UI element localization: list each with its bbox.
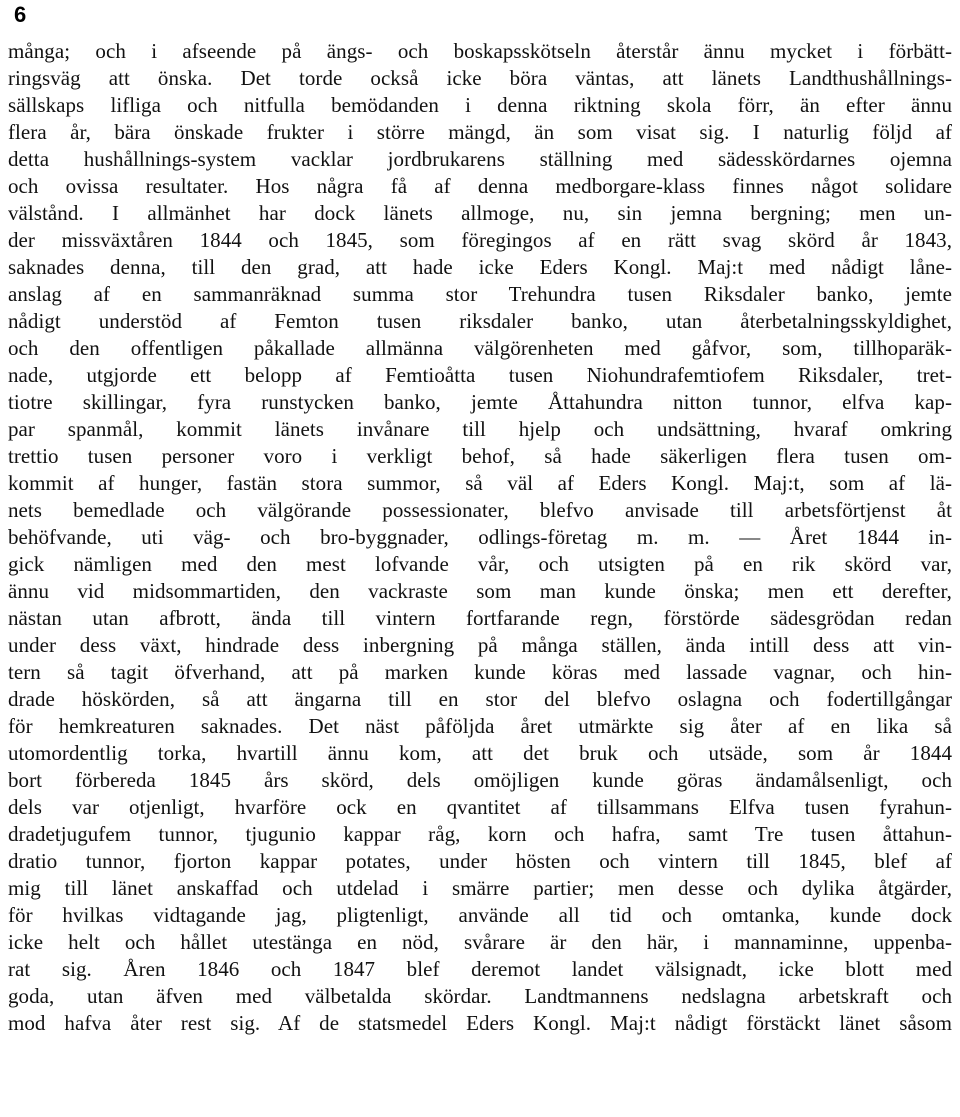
text-line: der missväxtåren 1844 och 1845, som föregingos af en rätt svag skörd år 1843, bbox=[8, 228, 952, 252]
text-line: mig till länet anskaffad och utdelad i smärre partier; men desse och dylika åtgärder, bbox=[8, 876, 952, 900]
text-line: anslag af en sammanräknad summa stor Trehundra tusen Riksdaler banko, jemte bbox=[8, 282, 952, 306]
text-line: tern så tagit öfverhand, att på marken kunde köras med lassade vagnar, och hin- bbox=[8, 660, 952, 684]
text-line: icke helt och hållet utestänga en nöd, svårare är den här, i mannaminne, uppenba- bbox=[8, 930, 952, 954]
text-line: tiotre skillingar, fyra runstycken banko, jemte Åttahundra nitton tunnor, elfva kap- bbox=[8, 390, 952, 414]
text-line: kommit af hunger, fastän stora summor, så väl af Eders Kongl. Maj:t, som af lä- bbox=[8, 471, 952, 495]
text-line: bort förbereda 1845 års skörd, dels omöjligen kunde göras ändamålsenligt, och bbox=[8, 768, 952, 792]
text-line: behöfvande, uti väg- och bro-byggnader, odlings-företag m. m. — Året 1844 in- bbox=[8, 525, 952, 549]
text-line: dratio tunnor, fjorton kappar potates, under hösten och vintern till 1845, blef af bbox=[8, 849, 952, 873]
text-line: nade, utgjorde ett belopp af Femtioåtta tusen Niohundrafemtiofem Riksdaler, tret- bbox=[8, 363, 952, 387]
text-line: och den offentligen påkallade allmänna välgörenheten med gåfvor, som, tillhoparäk- bbox=[8, 336, 952, 360]
text-line: och ovissa resultater. Hos några få af denna medborgare-klass finnes något solidare bbox=[8, 174, 952, 198]
text-line: för hemkreaturen saknades. Det näst påföljda året utmärkte sig åter af en lika så bbox=[8, 714, 952, 738]
text-line: trettio tusen personer voro i verkligt behof, så hade säkerligen flera tusen om- bbox=[8, 444, 952, 468]
text-line: under dess växt, hindrade dess inbergning på många ställen, ända intill dess att vin- bbox=[8, 633, 952, 657]
text-line: ännu vid midsommartiden, den vackraste som man kunde önska; men ett derefter, bbox=[8, 579, 952, 603]
text-line: drade höskörden, så att ängarna till en stor del blefvo oslagna och fodertillgångar bbox=[8, 687, 952, 711]
text-line: nådigt understöd af Femton tusen riksdaler banko, utan återbetalningsskyldighet, bbox=[8, 309, 952, 333]
text-line: nets bemedlade och välgörande possessionater, blefvo anvisade till arbetsförtjenst åt bbox=[8, 498, 952, 522]
text-line: goda, utan äfven med välbetalda skördar. Landtmannens nedslagna arbetskraft och bbox=[8, 984, 952, 1008]
body-text bbox=[8, 38, 952, 1037]
text-line: saknades denna, till den grad, att hade icke Eders Kongl. Maj:t med nådigt låne- bbox=[8, 255, 952, 279]
text-line: utomordentlig torka, hvartill ännu kom, att det bruk och utsäde, som år 1844 bbox=[8, 741, 952, 765]
text-line: rat sig. Åren 1846 och 1847 blef deremot landet välsignadt, icke blott med bbox=[8, 957, 952, 981]
text-line: detta hushållnings-system vacklar jordbrukarens ställning med sädesskördarnes ojemna bbox=[8, 147, 952, 171]
text-line: flera år, bära önskade frukter i större mängd, än som visat sig. I naturlig följd af bbox=[8, 120, 952, 144]
text-line: gick nämligen med den mest lofvande vår, och utsigten på en rik skörd var, bbox=[8, 552, 952, 576]
text-line: för hvilkas vidtagande jag, pligtenligt, använde all tid och omtanka, kunde dock bbox=[8, 903, 952, 927]
text-line: många; och i afseende på ängs- och boskapsskötseln återstår ännu mycket i förbätt- bbox=[8, 39, 952, 63]
text-line: välstånd. I allmänhet har dock länets allmoge, nu, sin jemna bergning; men un- bbox=[8, 201, 952, 225]
text-line: par spanmål, kommit länets invånare till hjelp och undsättning, hvaraf omkring bbox=[8, 417, 952, 441]
text-line: ringsväg att önska. Det torde också icke böra väntas, att länets Landthushållnings- bbox=[8, 66, 952, 90]
page-number: 6 bbox=[14, 2, 27, 27]
text-line: mod hafva åter rest sig. Af de statsmedel Eders Kongl. Maj:t nådigt förstäckt länet såsom bbox=[8, 1011, 952, 1035]
text-line: sällskaps lifliga och nitfulla bemödanden i denna riktning skola förr, än efter ännu bbox=[8, 93, 952, 117]
text-line: nästan utan afbrott, ända till vintern fortfarande regn, förstörde sädesgrödan redan bbox=[8, 606, 952, 630]
text-line: dels var otjenligt, hvarföre ock en qvantitet af tillsammans Elfva tusen fyrahun- bbox=[8, 795, 952, 819]
text-line: dradetjugufem tunnor, tjugunio kappar råg, korn och hafra, samt Tre tusen åttahun- bbox=[8, 822, 952, 846]
